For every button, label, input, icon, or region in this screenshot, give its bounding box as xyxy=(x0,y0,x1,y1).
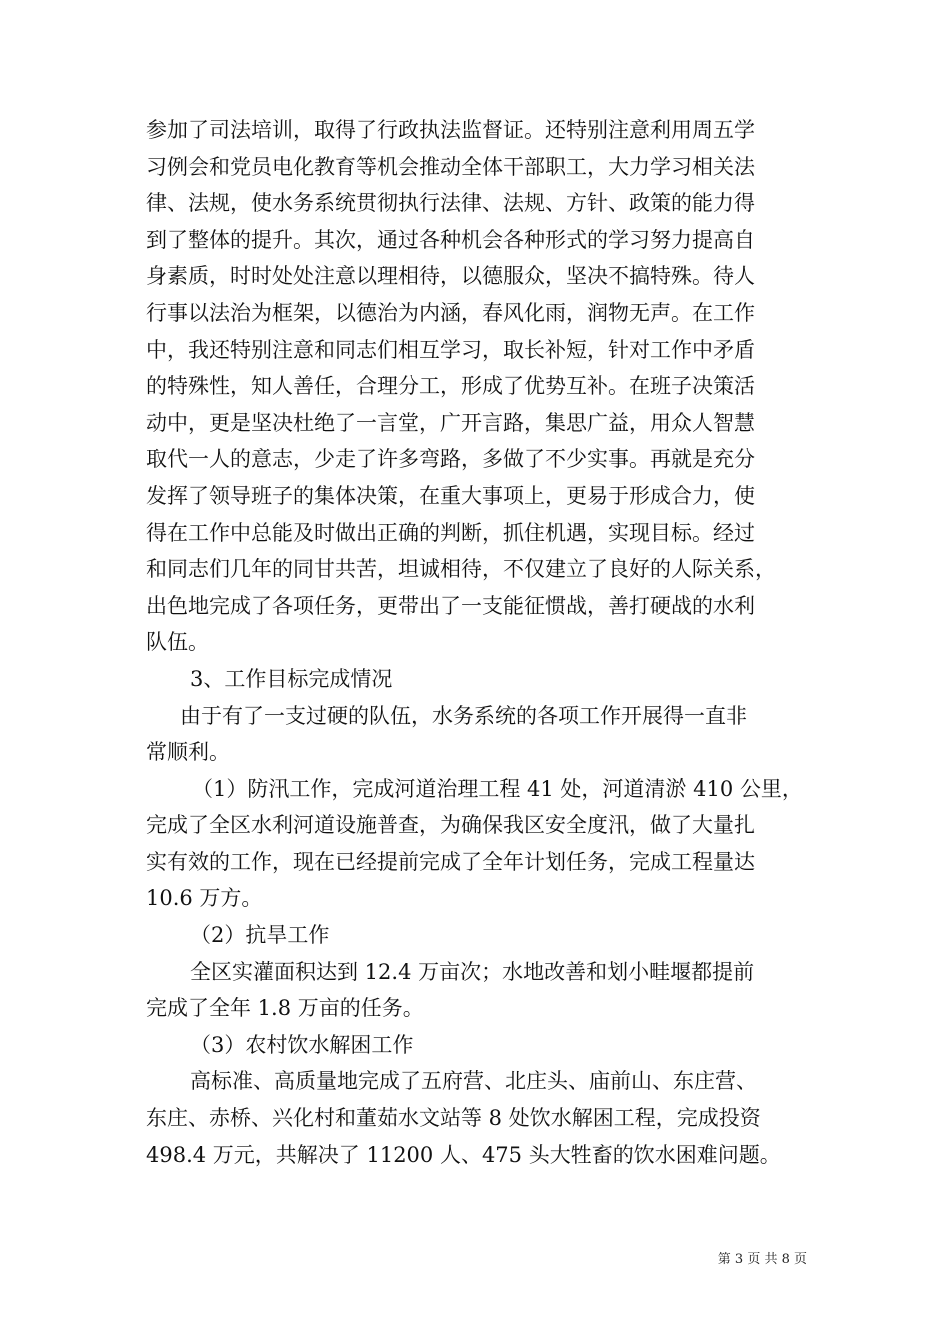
text-line: 动中，更是坚决杜绝了一言堂，广开言路，集思广益，用众人智慧 xyxy=(146,410,755,435)
document-body xyxy=(146,112,814,1173)
subsection-line: （1）防汛工作，完成河道治理工程 41 处，河道清淤 410 公里， xyxy=(192,776,803,801)
text-line: 完成了全年 1.8 万亩的任务。 xyxy=(146,996,424,1021)
text-line: 队伍。 xyxy=(146,630,209,655)
text-line: 行事以法治为框架，以德治为内涵，春风化雨，润物无声。在工作 xyxy=(146,300,755,325)
page-number: 第 3 页 共 8 页 xyxy=(717,1252,807,1267)
subsection-heading: （3）农村饮水解困工作 xyxy=(190,1032,414,1057)
text-line: 律、法规，使水务系统贯彻执行法律、法规、方针、政策的能力得 xyxy=(146,191,755,216)
text-line: 习例会和党员电化教育等机会推动全体干部职工，大力学习相关法 xyxy=(146,154,755,179)
text-line: 参加了司法培训，取得了行政执法监督证。还特别注意利用周五学 xyxy=(146,118,755,142)
text-line: 中，我还特别注意和同志们相互学习，取长补短，针对工作中矛盾 xyxy=(146,337,755,362)
text-line: 常顺利。 xyxy=(146,740,230,765)
text-line: 的特殊性，知人善任，合理分工，形成了优势互补。在班子决策活 xyxy=(146,374,755,399)
text-line: 全区实灌面积达到 12.4 万亩次；水地改善和划小畦堰都提前 xyxy=(190,959,755,984)
text-line: 10.6 万方。 xyxy=(146,886,263,911)
text-line: 发挥了领导班子的集体决策，在重大事项上，更易于形成合力，使 xyxy=(146,483,755,508)
text-line: 完成了全区水利河道设施普查，为确保我区安全度汛，做了大量扎 xyxy=(146,813,755,838)
text-line: 东庄、赤桥、兴化村和董茹水文站等 8 处饮水解困工程，完成投资 xyxy=(146,1106,761,1131)
text-line: 高标准、高质量地完成了五府营、北庄头、庙前山、东庄营、 xyxy=(190,1069,757,1094)
text-line: 取代一人的意志，少走了许多弯路，多做了不少实事。再就是充分 xyxy=(146,447,755,472)
text-line: 和同志们几年的同甘共苦，坦诚相待，不仅建立了良好的人际关系， xyxy=(146,557,776,582)
text-line: 到了整体的提升。其次，通过各种机会各种形式的学习努力提高自 xyxy=(146,227,755,252)
text-line: 由于有了一支过硬的队伍，水务系统的各项工作开展得一直非 xyxy=(180,703,747,728)
text-line: 实有效的工作，现在已经提前完成了全年计划任务，完成工程量达 xyxy=(146,849,755,874)
text-line: 得在工作中总能及时做出正确的判断，抓住机遇，实现目标。经过 xyxy=(146,520,755,545)
text-line: 出色地完成了各项任务，更带出了一支能征惯战，善打硬战的水利 xyxy=(146,593,755,618)
text-line: 498.4 万元，共解决了 11200 人、475 头大牲畜的饮水困难问题。 xyxy=(146,1142,781,1167)
subsection-heading: （2）抗旱工作 xyxy=(190,923,330,948)
text-line: 身素质，时时处处注意以理相待，以德服众，坚决不搞特殊。待人 xyxy=(146,264,755,289)
section-heading: 3、工作目标完成情况 xyxy=(190,666,393,691)
